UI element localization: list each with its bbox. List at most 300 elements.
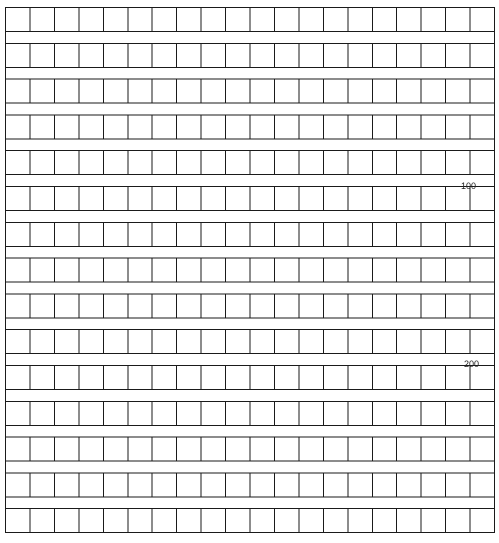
grid-cell[interactable] (79, 330, 103, 354)
grid-cell[interactable] (372, 258, 396, 282)
grid-cell[interactable] (201, 187, 225, 211)
grid-cell[interactable] (30, 509, 54, 533)
grid-cell[interactable] (201, 366, 225, 390)
grid-cell[interactable] (274, 473, 298, 497)
grid-cell[interactable] (177, 509, 201, 533)
grid-cell[interactable] (446, 151, 470, 175)
grid-cell[interactable] (6, 43, 30, 67)
grid-cell[interactable] (152, 222, 176, 246)
grid-cell[interactable] (446, 8, 470, 32)
grid-cell[interactable] (79, 115, 103, 139)
grid-cell[interactable] (299, 222, 323, 246)
grid-cell[interactable] (30, 366, 54, 390)
grid-cell[interactable] (6, 187, 30, 211)
grid-cell[interactable] (323, 151, 347, 175)
grid-cell[interactable] (470, 79, 494, 103)
grid-cell[interactable] (470, 401, 494, 425)
grid-cell[interactable] (128, 473, 152, 497)
grid-cell[interactable] (348, 43, 372, 67)
grid-cell[interactable] (6, 509, 30, 533)
grid-cell[interactable] (299, 258, 323, 282)
grid-cell[interactable] (177, 258, 201, 282)
grid-cell[interactable] (226, 437, 250, 461)
grid-cell[interactable] (79, 258, 103, 282)
grid-cell[interactable] (372, 330, 396, 354)
grid-cell[interactable] (397, 115, 421, 139)
grid-cell[interactable] (421, 79, 445, 103)
grid-cell[interactable] (103, 437, 127, 461)
grid-cell[interactable] (250, 79, 274, 103)
grid-cell[interactable] (128, 330, 152, 354)
grid-cell[interactable] (299, 115, 323, 139)
grid-cell[interactable] (152, 401, 176, 425)
grid-cell[interactable] (250, 151, 274, 175)
grid-cell[interactable] (446, 115, 470, 139)
grid-cell[interactable] (323, 401, 347, 425)
grid-cell[interactable] (348, 401, 372, 425)
grid-cell[interactable] (299, 79, 323, 103)
grid-cell[interactable] (323, 258, 347, 282)
grid-cell[interactable] (372, 8, 396, 32)
grid-cell[interactable] (274, 187, 298, 211)
grid-cell[interactable] (6, 79, 30, 103)
grid-cell[interactable] (79, 8, 103, 32)
grid-cell[interactable] (323, 509, 347, 533)
grid-cell[interactable] (30, 473, 54, 497)
grid-cell[interactable] (177, 43, 201, 67)
grid-cell[interactable] (226, 43, 250, 67)
grid-cell[interactable] (30, 115, 54, 139)
grid-cell[interactable] (152, 509, 176, 533)
grid-cell[interactable] (470, 330, 494, 354)
grid-cell[interactable] (323, 294, 347, 318)
grid-cell[interactable] (397, 294, 421, 318)
grid-cell[interactable] (250, 294, 274, 318)
grid-cell[interactable] (103, 330, 127, 354)
grid-cell[interactable] (201, 401, 225, 425)
grid-cell[interactable] (226, 401, 250, 425)
grid-cell[interactable] (103, 8, 127, 32)
grid-cell[interactable] (274, 437, 298, 461)
grid-cell[interactable] (6, 115, 30, 139)
grid-cell[interactable] (6, 8, 30, 32)
grid-cell[interactable] (250, 366, 274, 390)
grid-cell[interactable] (30, 79, 54, 103)
grid-cell[interactable] (103, 187, 127, 211)
grid-cell[interactable] (6, 294, 30, 318)
grid-cell[interactable] (226, 187, 250, 211)
grid-cell[interactable] (177, 187, 201, 211)
grid-cell[interactable] (421, 187, 445, 211)
grid-cell[interactable] (372, 401, 396, 425)
grid-cell[interactable] (397, 473, 421, 497)
grid-cell[interactable] (397, 187, 421, 211)
grid-cell[interactable] (54, 401, 78, 425)
grid-cell[interactable] (54, 79, 78, 103)
grid-cell[interactable] (54, 294, 78, 318)
grid-cell[interactable] (30, 8, 54, 32)
grid-cell[interactable] (54, 115, 78, 139)
grid-cell[interactable] (250, 437, 274, 461)
grid-cell[interactable] (79, 187, 103, 211)
grid-cell[interactable] (128, 222, 152, 246)
grid-cell[interactable] (177, 222, 201, 246)
grid-cell[interactable] (397, 151, 421, 175)
grid-cell[interactable] (348, 437, 372, 461)
grid-cell[interactable] (79, 294, 103, 318)
grid-cell[interactable] (372, 473, 396, 497)
grid-cell[interactable] (397, 437, 421, 461)
grid-cell[interactable] (446, 43, 470, 67)
grid-cell[interactable] (79, 151, 103, 175)
grid-cell[interactable] (30, 437, 54, 461)
grid-cell[interactable] (323, 222, 347, 246)
grid-cell[interactable] (323, 43, 347, 67)
grid-cell[interactable] (299, 294, 323, 318)
grid-cell[interactable] (421, 222, 445, 246)
grid-cell[interactable] (250, 258, 274, 282)
grid-cell[interactable] (421, 43, 445, 67)
grid-cell[interactable] (128, 8, 152, 32)
grid-cell[interactable] (299, 43, 323, 67)
grid-cell[interactable] (250, 115, 274, 139)
grid-cell[interactable] (348, 115, 372, 139)
grid-cell[interactable] (201, 473, 225, 497)
grid-cell[interactable] (226, 222, 250, 246)
grid-cell[interactable] (103, 115, 127, 139)
grid-cell[interactable] (54, 43, 78, 67)
grid-cell[interactable] (250, 330, 274, 354)
grid-cell[interactable] (226, 330, 250, 354)
grid-cell[interactable] (54, 8, 78, 32)
grid-cell[interactable] (54, 187, 78, 211)
grid-cell[interactable] (470, 294, 494, 318)
grid-cell[interactable] (421, 401, 445, 425)
grid-cell[interactable] (152, 294, 176, 318)
grid-cell[interactable] (470, 366, 494, 390)
grid-cell[interactable] (274, 222, 298, 246)
grid-cell[interactable] (421, 8, 445, 32)
grid-cell[interactable] (372, 366, 396, 390)
grid-cell[interactable] (79, 509, 103, 533)
grid-cell[interactable] (177, 151, 201, 175)
grid-cell[interactable] (128, 115, 152, 139)
grid-cell[interactable] (201, 509, 225, 533)
grid-cell[interactable] (103, 43, 127, 67)
grid-cell[interactable] (201, 222, 225, 246)
grid-cell[interactable] (372, 187, 396, 211)
grid-cell[interactable] (323, 187, 347, 211)
grid-cell[interactable] (372, 509, 396, 533)
grid-cell[interactable] (470, 437, 494, 461)
grid-cell[interactable] (6, 258, 30, 282)
grid-cell[interactable] (397, 258, 421, 282)
grid-cell[interactable] (54, 473, 78, 497)
grid-cell[interactable] (177, 473, 201, 497)
grid-cell[interactable] (30, 222, 54, 246)
grid-cell[interactable] (201, 151, 225, 175)
grid-cell[interactable] (250, 473, 274, 497)
grid-cell[interactable] (250, 509, 274, 533)
grid-cell[interactable] (323, 79, 347, 103)
grid-cell[interactable] (397, 401, 421, 425)
grid-cell[interactable] (446, 473, 470, 497)
grid-cell[interactable] (177, 401, 201, 425)
grid-cell[interactable] (348, 330, 372, 354)
grid-cell[interactable] (372, 437, 396, 461)
grid-cell[interactable] (299, 330, 323, 354)
grid-cell[interactable] (103, 151, 127, 175)
grid-cell[interactable] (274, 294, 298, 318)
grid-cell[interactable] (128, 509, 152, 533)
grid-cell[interactable] (128, 294, 152, 318)
grid-cell[interactable] (54, 151, 78, 175)
grid-cell[interactable] (6, 437, 30, 461)
grid-cell[interactable] (397, 366, 421, 390)
grid-cell[interactable] (421, 509, 445, 533)
grid-cell[interactable] (446, 79, 470, 103)
grid-cell[interactable] (152, 330, 176, 354)
grid-cell[interactable] (274, 8, 298, 32)
grid-cell[interactable] (372, 222, 396, 246)
grid-cell[interactable] (323, 437, 347, 461)
grid-cell[interactable] (103, 294, 127, 318)
grid-cell[interactable] (372, 294, 396, 318)
grid-cell[interactable] (274, 366, 298, 390)
grid-cell[interactable] (54, 509, 78, 533)
grid-cell[interactable] (30, 330, 54, 354)
grid-cell[interactable] (323, 8, 347, 32)
grid-cell[interactable] (397, 330, 421, 354)
grid-cell[interactable] (421, 330, 445, 354)
grid-cell[interactable] (299, 473, 323, 497)
grid-cell[interactable] (446, 509, 470, 533)
grid-cell[interactable] (152, 187, 176, 211)
grid-cell[interactable] (397, 222, 421, 246)
grid-cell[interactable] (30, 43, 54, 67)
grid-cell[interactable] (250, 222, 274, 246)
grid-cell[interactable] (201, 330, 225, 354)
grid-cell[interactable] (274, 151, 298, 175)
grid-cell[interactable] (470, 509, 494, 533)
grid-cell[interactable] (348, 258, 372, 282)
grid-cell[interactable] (79, 79, 103, 103)
grid-cell[interactable] (226, 8, 250, 32)
grid-cell[interactable] (79, 366, 103, 390)
grid-cell[interactable] (250, 8, 274, 32)
grid-cell[interactable] (128, 151, 152, 175)
grid-cell[interactable] (274, 43, 298, 67)
grid-cell[interactable] (152, 79, 176, 103)
grid-cell[interactable] (177, 294, 201, 318)
grid-cell[interactable] (177, 330, 201, 354)
grid-cell[interactable] (446, 330, 470, 354)
grid-cell[interactable] (177, 437, 201, 461)
grid-cell[interactable] (226, 509, 250, 533)
grid-cell[interactable] (372, 43, 396, 67)
grid-cell[interactable] (128, 258, 152, 282)
grid-cell[interactable] (421, 294, 445, 318)
grid-cell[interactable] (128, 187, 152, 211)
grid-cell[interactable] (421, 258, 445, 282)
grid-cell[interactable] (152, 473, 176, 497)
grid-cell[interactable] (226, 115, 250, 139)
grid-cell[interactable] (128, 437, 152, 461)
grid-cell[interactable] (470, 258, 494, 282)
grid-cell[interactable] (250, 187, 274, 211)
grid-cell[interactable] (201, 437, 225, 461)
grid-cell[interactable] (103, 473, 127, 497)
grid-cell[interactable] (128, 366, 152, 390)
grid-cell[interactable] (177, 79, 201, 103)
grid-cell[interactable] (446, 222, 470, 246)
grid-cell[interactable] (201, 258, 225, 282)
grid-cell[interactable] (79, 43, 103, 67)
grid-cell[interactable] (397, 79, 421, 103)
grid-cell[interactable] (372, 151, 396, 175)
grid-cell[interactable] (6, 330, 30, 354)
grid-cell[interactable] (152, 366, 176, 390)
grid-cell[interactable] (30, 294, 54, 318)
grid-cell[interactable] (397, 8, 421, 32)
grid-cell[interactable] (299, 366, 323, 390)
grid-cell[interactable] (128, 79, 152, 103)
grid-cell[interactable] (348, 187, 372, 211)
grid-cell[interactable] (201, 8, 225, 32)
grid-cell[interactable] (152, 151, 176, 175)
grid-cell[interactable] (348, 79, 372, 103)
grid-cell[interactable] (226, 258, 250, 282)
grid-cell[interactable] (274, 330, 298, 354)
grid-cell[interactable] (421, 473, 445, 497)
grid-cell[interactable] (470, 151, 494, 175)
grid-cell[interactable] (201, 79, 225, 103)
grid-cell[interactable] (152, 258, 176, 282)
grid-cell[interactable] (348, 222, 372, 246)
grid-row (6, 437, 495, 461)
grid-cell[interactable] (152, 115, 176, 139)
grid-cell[interactable] (152, 43, 176, 67)
grid-cell[interactable] (54, 437, 78, 461)
grid-cell[interactable] (103, 401, 127, 425)
grid-cell[interactable] (30, 151, 54, 175)
grid-cell[interactable] (397, 509, 421, 533)
grid-cell[interactable] (6, 366, 30, 390)
grid-cell[interactable] (348, 294, 372, 318)
grid-cell[interactable] (397, 43, 421, 67)
grid-cell[interactable] (446, 294, 470, 318)
grid-cell[interactable] (6, 151, 30, 175)
grid-cell[interactable] (226, 473, 250, 497)
grid-cell[interactable] (103, 222, 127, 246)
grid-cell[interactable] (152, 437, 176, 461)
grid-cell[interactable] (6, 222, 30, 246)
grid-cell[interactable] (323, 330, 347, 354)
grid-cell[interactable] (299, 151, 323, 175)
grid-cell[interactable] (30, 258, 54, 282)
grid-cell[interactable] (348, 473, 372, 497)
grid-cell[interactable] (226, 151, 250, 175)
grid-cell[interactable] (177, 115, 201, 139)
grid-cell[interactable] (54, 330, 78, 354)
grid-cell[interactable] (79, 401, 103, 425)
grid-cell[interactable] (79, 437, 103, 461)
grid-cell[interactable] (299, 8, 323, 32)
grid-cell[interactable] (274, 401, 298, 425)
grid-cell[interactable] (446, 437, 470, 461)
grid-cell[interactable] (323, 366, 347, 390)
grid-cell[interactable] (421, 151, 445, 175)
grid-cell[interactable] (470, 43, 494, 67)
grid-cell[interactable] (152, 8, 176, 32)
grid-cell[interactable] (446, 401, 470, 425)
grid-cell[interactable] (30, 401, 54, 425)
grid-cell[interactable] (470, 115, 494, 139)
grid-cell[interactable] (103, 366, 127, 390)
grid-cell[interactable] (6, 473, 30, 497)
grid-cell[interactable] (54, 366, 78, 390)
grid-cell[interactable] (274, 115, 298, 139)
grid-cell[interactable] (6, 401, 30, 425)
grid-cell[interactable] (201, 294, 225, 318)
grid-cell[interactable] (177, 8, 201, 32)
grid-cell[interactable] (274, 79, 298, 103)
grid-row (6, 366, 495, 390)
grid-cell[interactable] (470, 473, 494, 497)
grid-cell[interactable] (250, 401, 274, 425)
grid-cell[interactable] (372, 115, 396, 139)
grid-cell[interactable] (421, 115, 445, 139)
grid-cell[interactable] (103, 258, 127, 282)
grid-cell[interactable] (226, 294, 250, 318)
grid-cell[interactable] (299, 437, 323, 461)
grid-cell[interactable] (201, 43, 225, 67)
grid-cell[interactable] (103, 79, 127, 103)
grid-cell[interactable] (470, 8, 494, 32)
grid-cell[interactable] (299, 509, 323, 533)
grid-cell[interactable] (323, 473, 347, 497)
grid-cell[interactable] (226, 79, 250, 103)
grid-cell[interactable] (348, 366, 372, 390)
grid-cell[interactable] (299, 187, 323, 211)
grid-cell[interactable] (323, 115, 347, 139)
grid-cell[interactable] (299, 401, 323, 425)
grid-cell[interactable] (348, 509, 372, 533)
grid-cell[interactable] (103, 509, 127, 533)
grid-cell[interactable] (470, 222, 494, 246)
grid-cell[interactable] (177, 366, 201, 390)
grid-cell[interactable] (421, 437, 445, 461)
grid-cell[interactable] (128, 401, 152, 425)
grid-cell[interactable] (421, 366, 445, 390)
grid-cell[interactable] (446, 258, 470, 282)
grid-cell[interactable] (250, 43, 274, 67)
grid-cell[interactable] (79, 222, 103, 246)
grid-cell[interactable] (54, 258, 78, 282)
grid-cell[interactable] (274, 258, 298, 282)
grid-cell[interactable] (79, 473, 103, 497)
grid-cell[interactable] (446, 366, 470, 390)
grid-cell[interactable] (128, 43, 152, 67)
grid-cell[interactable] (30, 187, 54, 211)
grid-cell[interactable] (201, 115, 225, 139)
grid-cell[interactable] (274, 509, 298, 533)
grid-cell[interactable] (348, 8, 372, 32)
grid-cell[interactable] (372, 79, 396, 103)
grid-cell[interactable] (226, 366, 250, 390)
grid-cell[interactable] (54, 222, 78, 246)
grid-cell[interactable] (348, 151, 372, 175)
